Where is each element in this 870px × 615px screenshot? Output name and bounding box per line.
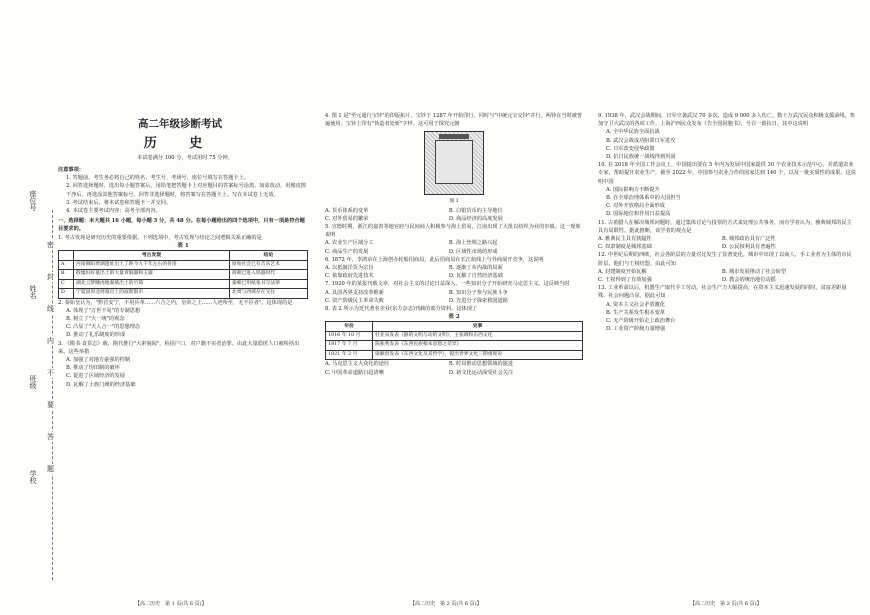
option: A. 农业生产区域分工 — [325, 240, 374, 247]
option: C. 对外开放格局全面形成 — [606, 203, 665, 210]
subject-title: 历 史 — [143, 136, 217, 151]
question-5: 5. 宣德时期，浙江的嘉善等地官府与民间商人积极参与海上贸易，江南出现了大批以纺织为业的市镇。这一现象说明 — [325, 224, 581, 239]
table-cell: 1917 年 7 月 — [326, 341, 373, 351]
table-cell: 湖北云梦睡虎地秦墓出土的竹简 — [74, 279, 230, 289]
cut-char: 答 — [47, 433, 54, 441]
option: C. 王权得到了有效加强 — [598, 277, 652, 284]
option: A. 加强了对地方豪强的控制 — [66, 356, 131, 363]
option: D. 瓦解了自然经济基础 — [448, 273, 503, 280]
table2-caption: 表 2 — [448, 314, 460, 321]
question-1: 1. 考古发现是研究历史的重要依据。下列选项中，考古发现与结论之间逻辑关系正确的是 — [58, 234, 262, 241]
option: C. 无产阶级开始走上政治舞台 — [606, 318, 676, 325]
banknote-figure — [424, 131, 484, 195]
option: D. 教会的统治地位动摇 — [721, 277, 776, 284]
option: B. 海上丝绸之路兴起 — [448, 240, 498, 247]
table-header: 年份 — [326, 322, 373, 332]
option: D. 先进分子探索救国道路 — [448, 297, 508, 304]
option: C. 对外贸易的繁荣 — [325, 215, 369, 222]
option: A. 马克思主义大众化的途径 — [325, 361, 390, 368]
option: C. 中国革命道路日趋清晰 — [325, 369, 384, 376]
table-header: 结论 — [229, 251, 307, 261]
banknote-header — [439, 134, 469, 139]
option: A. 雅典民主具有狭隘性 — [598, 236, 652, 243]
table-cell: 河南舞阳贾湖遗址出土了距今九千年左右的骨笛 — [74, 260, 230, 270]
cut-line — [52, 210, 53, 580]
notice-item: 3. 考试结束后，将本试卷和答题卡一并交回。 — [66, 199, 172, 206]
table-row — [326, 331, 583, 341]
option: A. 以抵制洋货为宗旨 — [325, 265, 374, 272]
class-label: 班级 — [29, 375, 37, 389]
option: D. 国际地位和作用日益提高 — [606, 211, 671, 218]
table-cell: 商朝已进入铁器时代 — [229, 270, 307, 280]
table-cell: 殷墟妇好墓出土的大量青铜器和玉器 — [74, 270, 230, 280]
option: C. 奴隶制度是城邦基础 — [598, 244, 652, 251]
question-3: 3. 《隋书·食货志》载，隋代推行"大索貌阅"，检括户口，对户籍不实者治罪。由此大量隐匿人口被检括出来。这些举措 — [58, 340, 300, 355]
column-2 — [325, 112, 583, 377]
figure-caption: 图 1 — [449, 199, 459, 205]
option: A. 体现了"万世不易"的专制思想 — [66, 307, 141, 314]
table-row — [326, 350, 583, 360]
cut-char: 不 — [47, 369, 54, 377]
option: B. 时局推动思想领域的演进 — [448, 361, 514, 368]
option: B. 在全球治理体系中的大国担当 — [606, 195, 681, 202]
cut-char: 线 — [47, 305, 54, 313]
seat-label: 座位号 — [29, 190, 37, 211]
cut-char: 密 — [47, 241, 54, 249]
question-13: 13. 工业革命以后，机器生产取代手工劳动，社会生产力大幅提高，在资本主义迅速发展的同时，贫富差距悬殊、社会问题凸显。据此可知 — [598, 285, 847, 300]
table-1 — [58, 250, 308, 299]
table-row — [59, 289, 308, 299]
notice-item: 2. 回答选择题时，选出每小题答案后，用铅笔把答题卡上对应题目的答案标号涂黑。如需改动，用橡皮擦干净后，再选涂其他答案标号。回答非选择题时，将答案写在答题卡上。写在本试卷上无效。 — [66, 183, 307, 198]
question-8: 8. 表 2 所示为近代著名企业(东方杂志)刊载的部分资料。这体现了 — [325, 306, 478, 313]
question-11: 11. 古希腊人在解决城邦问题时，通过集体讨论与投票的方式来处理公共事务。而有学者认为，雅典城邦的民主具有局限性。据此推断，该学者的观点是 — [598, 219, 852, 234]
table1-caption: 表 1 — [177, 242, 189, 249]
option: C. 资产阶级民主革命失败 — [325, 297, 384, 304]
page-footer-1: 【高二历史 第 1 页(共 6 页)】 — [135, 601, 207, 607]
cut-char: 内 — [47, 337, 54, 345]
option: B. 逐渐丁亥内战的局面 — [448, 265, 503, 272]
table-cell: A — [59, 260, 74, 270]
option: A. 国际影响力不断提升 — [606, 186, 660, 193]
question-12: 12. 中世纪后期的西欧，社会各阶层的力量对比发生了显著变化。城市中出现了以商人、手工业者为主体的市民阶层，他们与王权结盟。由此可知 — [598, 252, 852, 267]
table-cell: 1916 年 10 月 — [326, 331, 373, 341]
option: C. 依靠政府先进技术 — [325, 273, 374, 280]
table-cell: 原始社会已有音乐艺术 — [229, 260, 307, 270]
option: D. 商品经济的高度发展 — [448, 215, 503, 222]
exam-meta: 本试卷满分 100 分，考试用时 75 分钟。 — [137, 155, 233, 161]
table-cell: 秦朝已用纸张书写法律 — [229, 279, 307, 289]
option: C. 商品生产的发展 — [325, 248, 369, 255]
option: C. 促进了区域经济的发展 — [66, 373, 125, 380]
option: A. 封建制度开始瓦解 — [598, 268, 647, 275]
question-7: 7. 1920 年的某报刊载文章，对社会主义的讨论日益深入，一些知识分子开始研究马克思主义。这反映当时 — [325, 281, 570, 288]
table-header: 考古发现 — [74, 251, 230, 261]
table-row — [59, 260, 308, 270]
option: A. 资本主义社会矛盾激化 — [606, 301, 665, 308]
notice-item: 1. 答题前，考生务必将自己的姓名、考生号、考场号、座位号填写在答题卡上。 — [66, 175, 249, 182]
option: A. 货币体系的变革 — [325, 207, 369, 214]
option: D. 公民权利具有普遍性 — [721, 244, 776, 251]
banknote-center — [435, 140, 473, 184]
option: B. 白银货币的主导地位 — [448, 207, 503, 214]
section-heading: 一、选择题：本大题共 16 小题，每小题 3 分，共 48 分。在每小题给出的四个选项中，只有一项是符合题目要求的。 — [58, 218, 305, 233]
table-cell: D — [59, 289, 74, 299]
option: C. 日军改变侵华政策 — [606, 145, 655, 152]
table-cell: 梁漱溟发表《东西文化及其哲学》，提出世界文化三期重现说 — [373, 350, 583, 360]
page-footer-2: 【高二历史 第 2 页(共 6 页)】 — [410, 601, 482, 607]
option: B. 生产关系发生根本变革 — [606, 309, 665, 316]
option: D. 瓦解了士族门阀的经济基础 — [66, 381, 136, 388]
cut-char: 题 — [47, 465, 54, 473]
table-2 — [325, 321, 583, 360]
table-cell: 宁夏固原北周墓出土的波斯银币 — [74, 289, 230, 299]
option: B. 武汉会战成功阻滞日军进攻 — [606, 137, 676, 144]
table-cell: 北周与西域存在交往 — [229, 289, 307, 299]
option: D. 新文化运动深受社会关注 — [448, 369, 514, 376]
option: B. 推动了均田制的破坏 — [66, 365, 120, 372]
cut-char: 封 — [47, 273, 54, 281]
option: D. 抗日民族统一战线得到巩固 — [606, 154, 676, 161]
table-cell: C — [59, 279, 74, 289]
table-cell: 杜亚泉发表《静的文明与动的文明》，主张调和东西文化 — [373, 331, 583, 341]
table-row — [59, 270, 308, 280]
question-4: 4. 图 1 是"至元通行宝钞"的印版拓片，宝钞于 1287 年开始印行，同时与"中统元宝交钞"并行。两钞在当时被普遍使用。宝钞上印有"伪造者处斩"字样。这可用于探究元朝 — [325, 113, 583, 128]
option: B. 城市发展推动了社会转型 — [721, 268, 787, 275]
exam-title: 高二年级诊断考试 — [138, 118, 222, 130]
option: C. 凸显了"天人合一"的思想理念 — [66, 324, 141, 331]
school-label: 学校 — [29, 470, 37, 484]
option: B. 城邦政治具有广泛性 — [721, 236, 776, 243]
table-cell: 陈独秀发表《东西民族根本思想之差异》 — [373, 341, 583, 351]
table-row — [59, 279, 308, 289]
notice-item: 4. 本试卷主要考试内容：高考全部内容。 — [66, 208, 161, 215]
table-cell: 1921 年 2 月 — [326, 350, 373, 360]
option: D. 工业资产阶级力量增强 — [606, 326, 666, 333]
option: B. 树立了"大一统"的观念 — [66, 315, 125, 322]
option: A. 具国各界支持改革维新 — [325, 289, 384, 296]
page-footer-3: 【高二历史 第 3 页(共 6 页)】 — [690, 601, 762, 607]
table-row — [326, 341, 583, 351]
cut-char: 要 — [47, 401, 54, 409]
table-cell: B — [59, 270, 74, 280]
notice-title: 注意事项： — [58, 167, 84, 173]
question-2: 2. 秦始皇认为，"黔首安宁，不用兵革……六合之内，皇帝之土……人迹所至，无不臣者"。这体现的是 — [58, 299, 293, 306]
option: D. 区域性市场的形成 — [448, 248, 498, 255]
question-10: 10. 在 2018 年全国工作会议上，中国提出要在 5 年内为发展中国家提供 30 个农业技术示范中心，并派遣农业专家，帮助提升农业生产，截至 2022 年，中国参与农业合作的国家达到 140 个，以及一批实质性的成果。这说明中国 — [598, 162, 856, 185]
option: D. 推动了礼乐制度的形成 — [66, 332, 126, 339]
table-header: 史事 — [373, 322, 583, 332]
question-6: 6. 1872 年，李鸿章在上海创办轮船招商局，此后招商局在长江航线上与外商展开竞争，这说明 — [325, 256, 544, 263]
question-9: 9. 1938 年，武汉会战期间，日军空袭武汉 70 多次，造成 9 000 多人伤亡。数十万武汉民众积极支援前线，参加守卫大武汉的各项工作，上海沪西民众发布《告全国同胞书》，号召一致抗日，其中这说明 — [598, 113, 855, 128]
column-3 — [598, 112, 856, 333]
name-label: 姓名 — [29, 285, 37, 299]
column-1 — [58, 166, 308, 389]
option: A. 全中华民族全面抗战 — [606, 129, 660, 136]
option: B. 知识分子参与民族斗争 — [448, 289, 508, 296]
table-header — [59, 251, 74, 261]
